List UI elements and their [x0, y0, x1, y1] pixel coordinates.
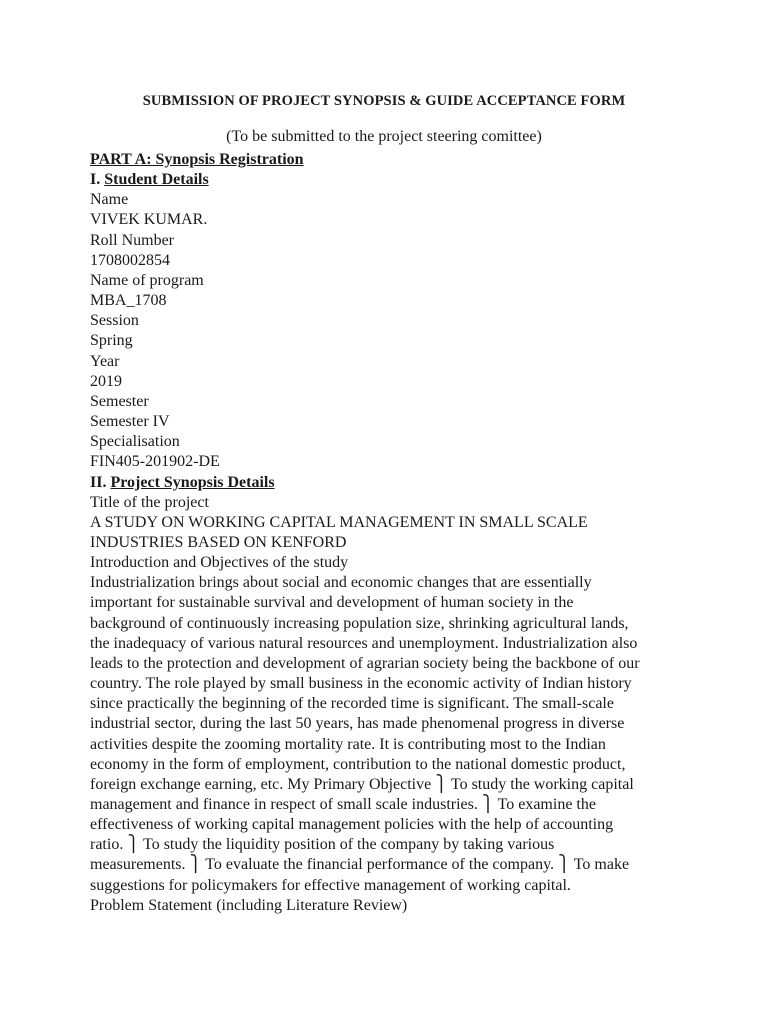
field-value-name: VIVEK KUMAR.	[90, 211, 208, 229]
intro-text-line: country. The role played by small business in the economic activity of Indian history	[90, 675, 632, 693]
student-details-heading	[90, 170, 690, 190]
intro-text-line: activities despite the zooming mortality rate. It is contributing most to the Indian	[90, 735, 606, 753]
intro-text-line: effectiveness of working capital management policies with the help of accounting	[90, 816, 614, 834]
intro-text-line: leads to the protection and development of agrarian society being the backbone of our	[90, 654, 640, 672]
section-title: Project Synopsis Details	[110, 473, 275, 491]
field-label-introduction: Introduction and Objectives of the study	[90, 554, 349, 572]
document-body	[90, 150, 690, 916]
intro-text-line: economy in the form of employment, contribution to the national domestic product,	[90, 755, 626, 773]
field-value-session: Spring	[90, 332, 133, 350]
field-value-roll-number: 1708002854	[90, 251, 170, 269]
project-title-line: INDUSTRIES BASED ON KENFORD	[90, 533, 347, 551]
intro-text-line: the inadequacy of various natural resources and unemployment. Industrialization also	[90, 634, 638, 652]
field-value-year: 2019	[90, 372, 122, 390]
intro-text-line: management and finance in respect of small scale industries. ⎫ To examine the	[90, 796, 596, 813]
intro-text-line: background of continuously increasing population size, shrinking agricultural lands,	[90, 614, 629, 632]
field-value-program: MBA_1708	[90, 292, 167, 310]
field-label-project-title: Title of the project	[90, 493, 209, 511]
intro-text-line: suggestions for policymakers for effective management of working capital.	[90, 876, 571, 894]
field-label-specialisation: Specialisation	[90, 433, 180, 451]
section-numeral: II.	[90, 473, 111, 491]
field-label-year: Year	[90, 352, 120, 370]
field-label-name: Name	[90, 191, 129, 209]
field-label-program: Name of program	[90, 271, 204, 289]
intro-text-line: since practically the beginning of the recorded time is significant. The small-scale	[90, 695, 614, 713]
intro-text-line: measurements. ⎫ To evaluate the financial performance of the company. ⎫ To make	[90, 856, 630, 874]
field-label-roll-number: Roll Number	[90, 231, 174, 249]
project-title-line: A STUDY ON WORKING CAPITAL MANAGEMENT IN SMALL SCALE	[90, 513, 588, 531]
intro-text-line: important for sustainable survival and development of human society in the	[90, 594, 574, 612]
intro-text-line: Industrialization brings about social and economic changes that are essentially	[90, 574, 592, 592]
document-subtitle: (To be submitted to the project steering comittee)	[226, 128, 542, 145]
document-title: SUBMISSION OF PROJECT SYNOPSIS & GUIDE ACCEPTANCE FORM	[142, 93, 626, 109]
intro-text-line: ratio. ⎫ To study the liquidity position of the company by taking various	[90, 836, 555, 854]
intro-text-line: foreign exchange earning, etc. My Primary Objective ⎫ To study the working capital	[90, 775, 634, 793]
section-numeral: I.	[90, 171, 105, 189]
field-label-problem-statement: Problem Statement (including Literature Review)	[90, 896, 408, 914]
intro-text-line: industrial sector, during the last 50 years, has made phenomenal progress in diverse	[90, 715, 625, 733]
field-label-session: Session	[90, 312, 139, 330]
part-a-heading: PART A: Synopsis Registration	[90, 151, 304, 168]
section-title: Student Details	[104, 171, 209, 189]
field-value-semester: Semester IV	[90, 413, 170, 431]
field-label-semester: Semester	[90, 392, 149, 410]
field-value-specialisation: FIN405-201902-DE	[90, 453, 220, 471]
project-details-heading	[90, 473, 690, 493]
